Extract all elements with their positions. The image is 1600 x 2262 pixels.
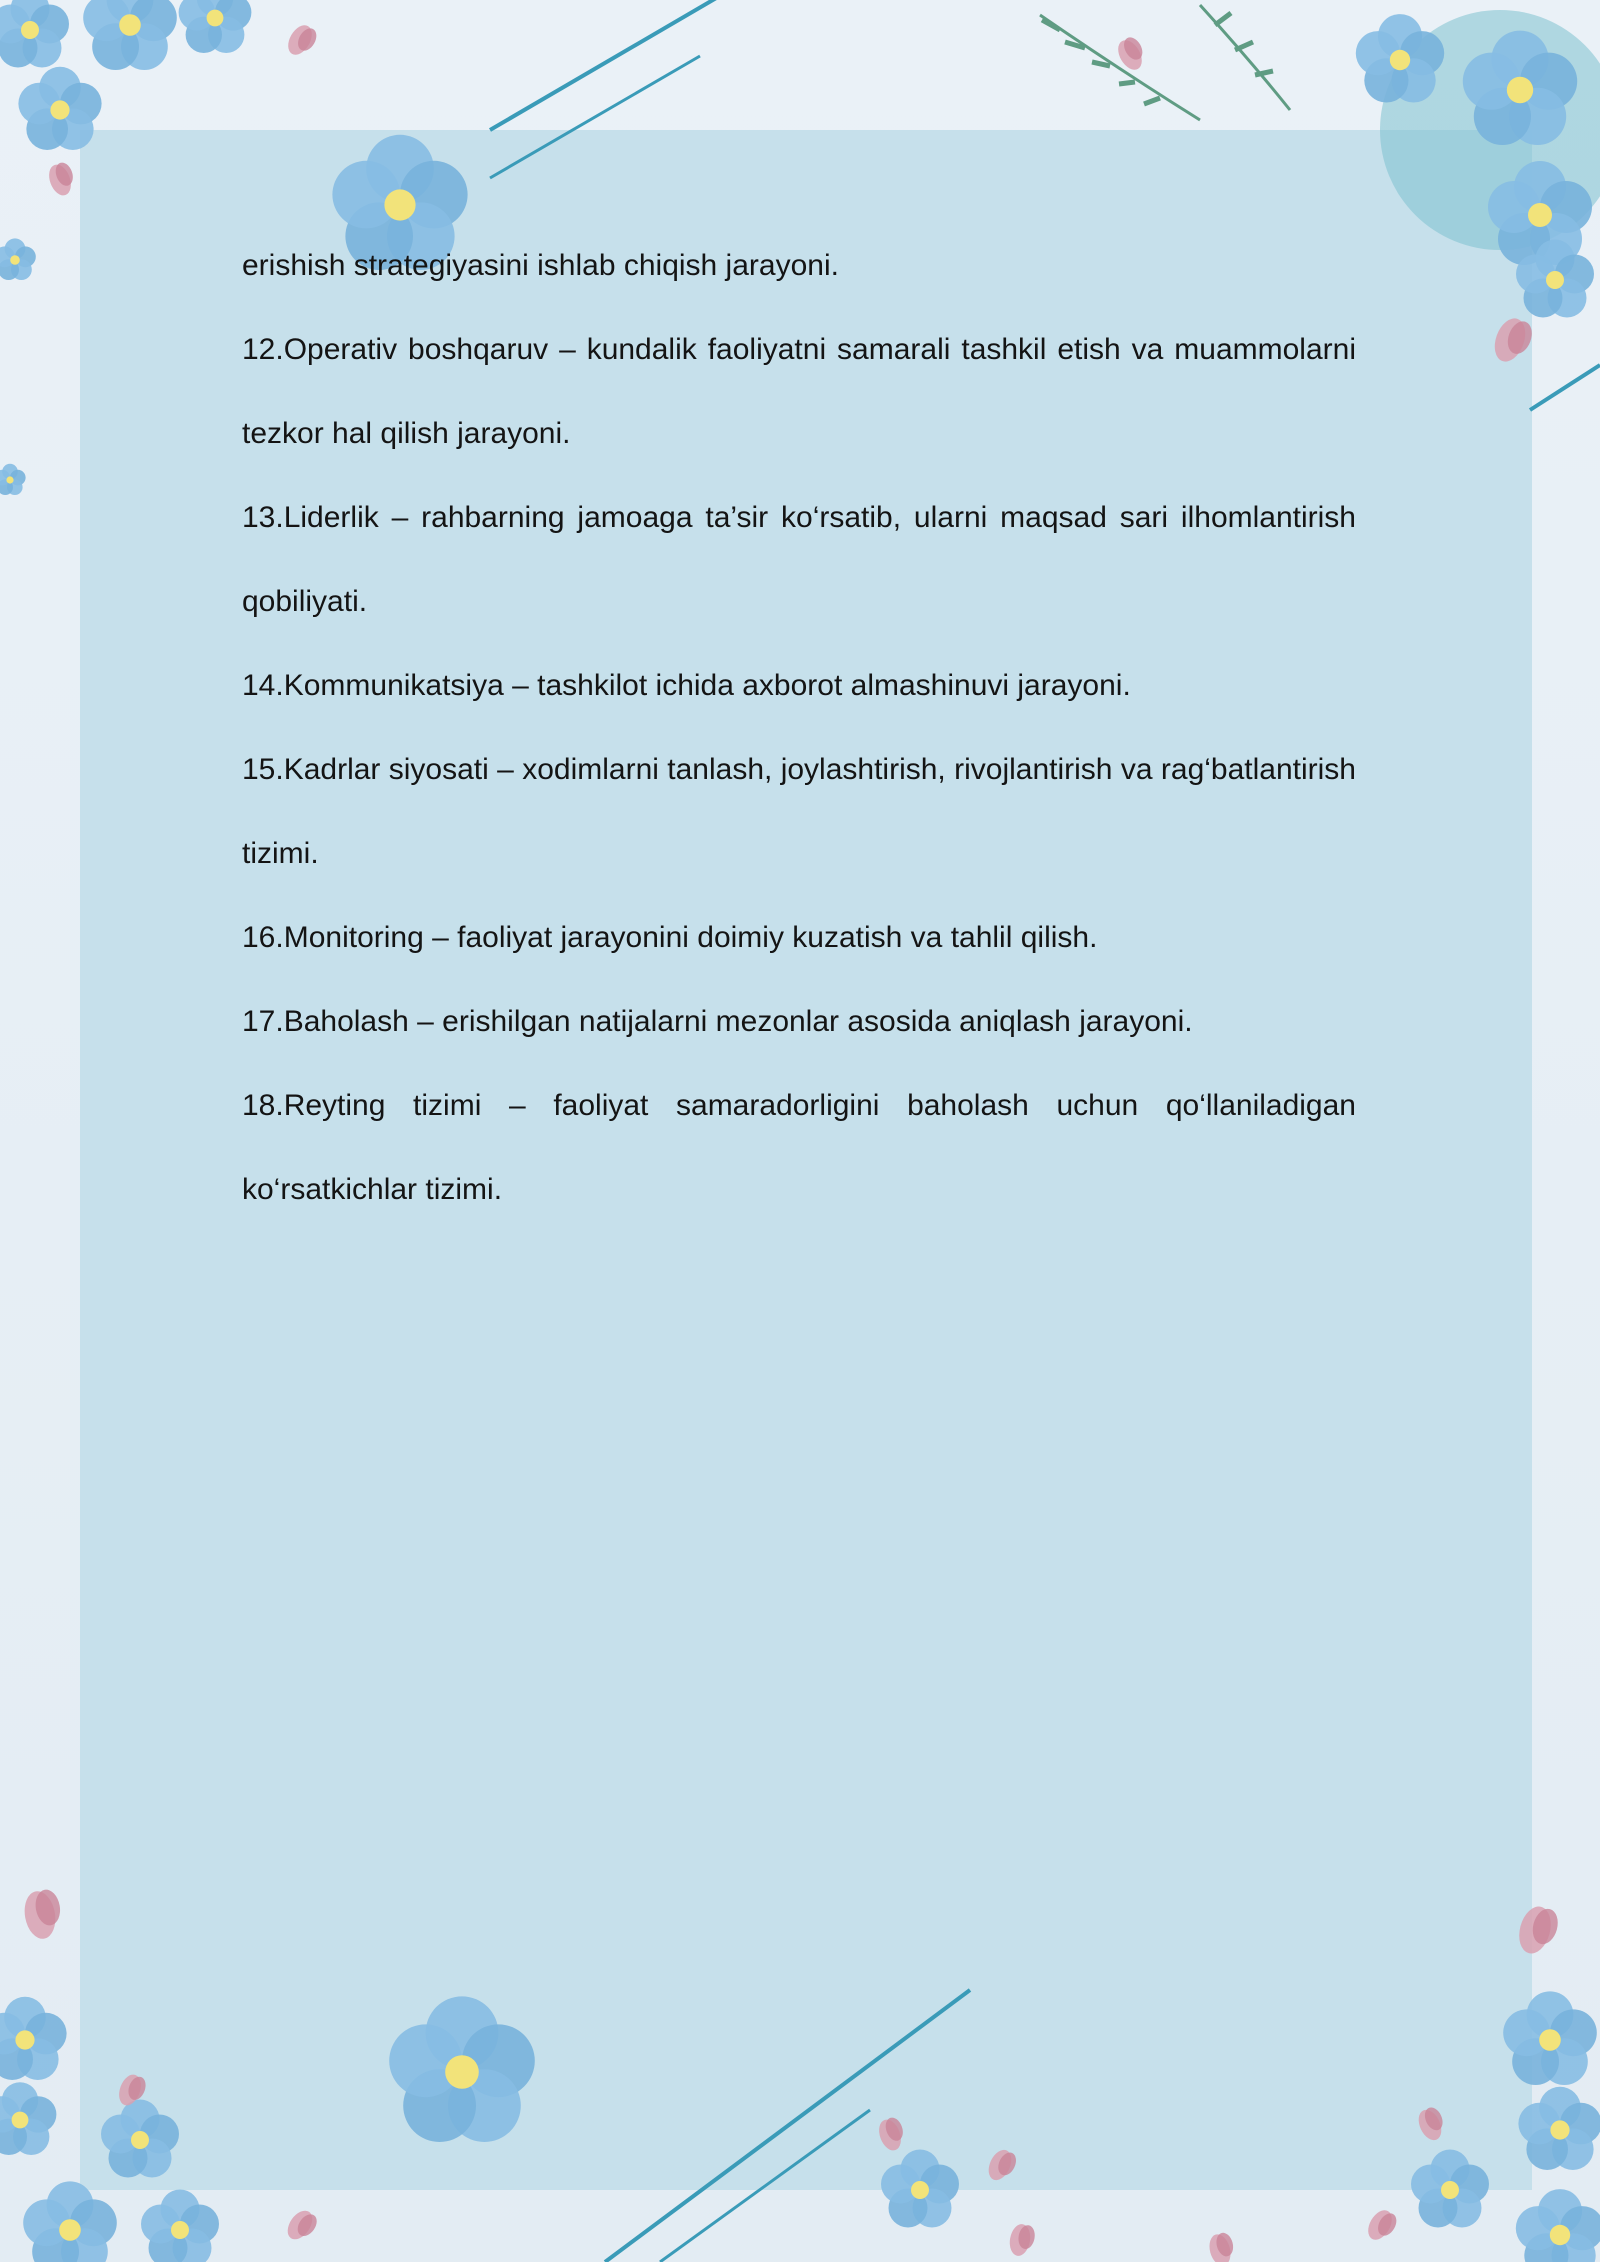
paragraph-continuation: erishish strategiyasini ishlab chiqish jarayoni. <box>242 249 839 282</box>
paragraph-item-16: 16.Monitoring – faoliyat jarayonini doimiy kuzatish va tahlil qilish. <box>242 921 1098 954</box>
paragraph-item-12: 12.Operativ boshqaruv – kundalik faoliyatni samarali tashkil etish va muammolarni tezkor hal qilish jarayoni. <box>242 333 1356 450</box>
paragraph-item-15: 15.Kadrlar siyosati – xodimlarni tanlash, joylashtirish, rivojlantirish va rag‘batlantirish tizimi. <box>242 753 1356 870</box>
paragraph-item-17: 17.Baholash – erishilgan natijalarni mezonlar asosida aniqlash jarayoni. <box>242 1005 1193 1038</box>
bottom-left-flowers <box>0 1888 535 2262</box>
document-body <box>242 224 1356 1232</box>
left-edge-flowers <box>0 238 36 495</box>
bottom-right-flowers <box>1363 1903 1600 2262</box>
bottom-middle-flowers <box>875 2115 1238 2262</box>
paragraph-item-14: 14.Kommunikatsiya – tashkilot ichida axborot almashinuvi jarayoni. <box>242 669 1131 702</box>
paragraph-item-13: 13.Liderlik – rahbarning jamoaga ta’sir ko‘rsatib, ularni maqsad sari ilhomlantirish qobiliyati. <box>242 501 1356 618</box>
paragraph-item-18: 18.Reyting tizimi – faoliyat samaradorligini baholash uchun qo‘llaniladigan ko‘rsatkichlar tizimi. <box>242 1089 1356 1206</box>
